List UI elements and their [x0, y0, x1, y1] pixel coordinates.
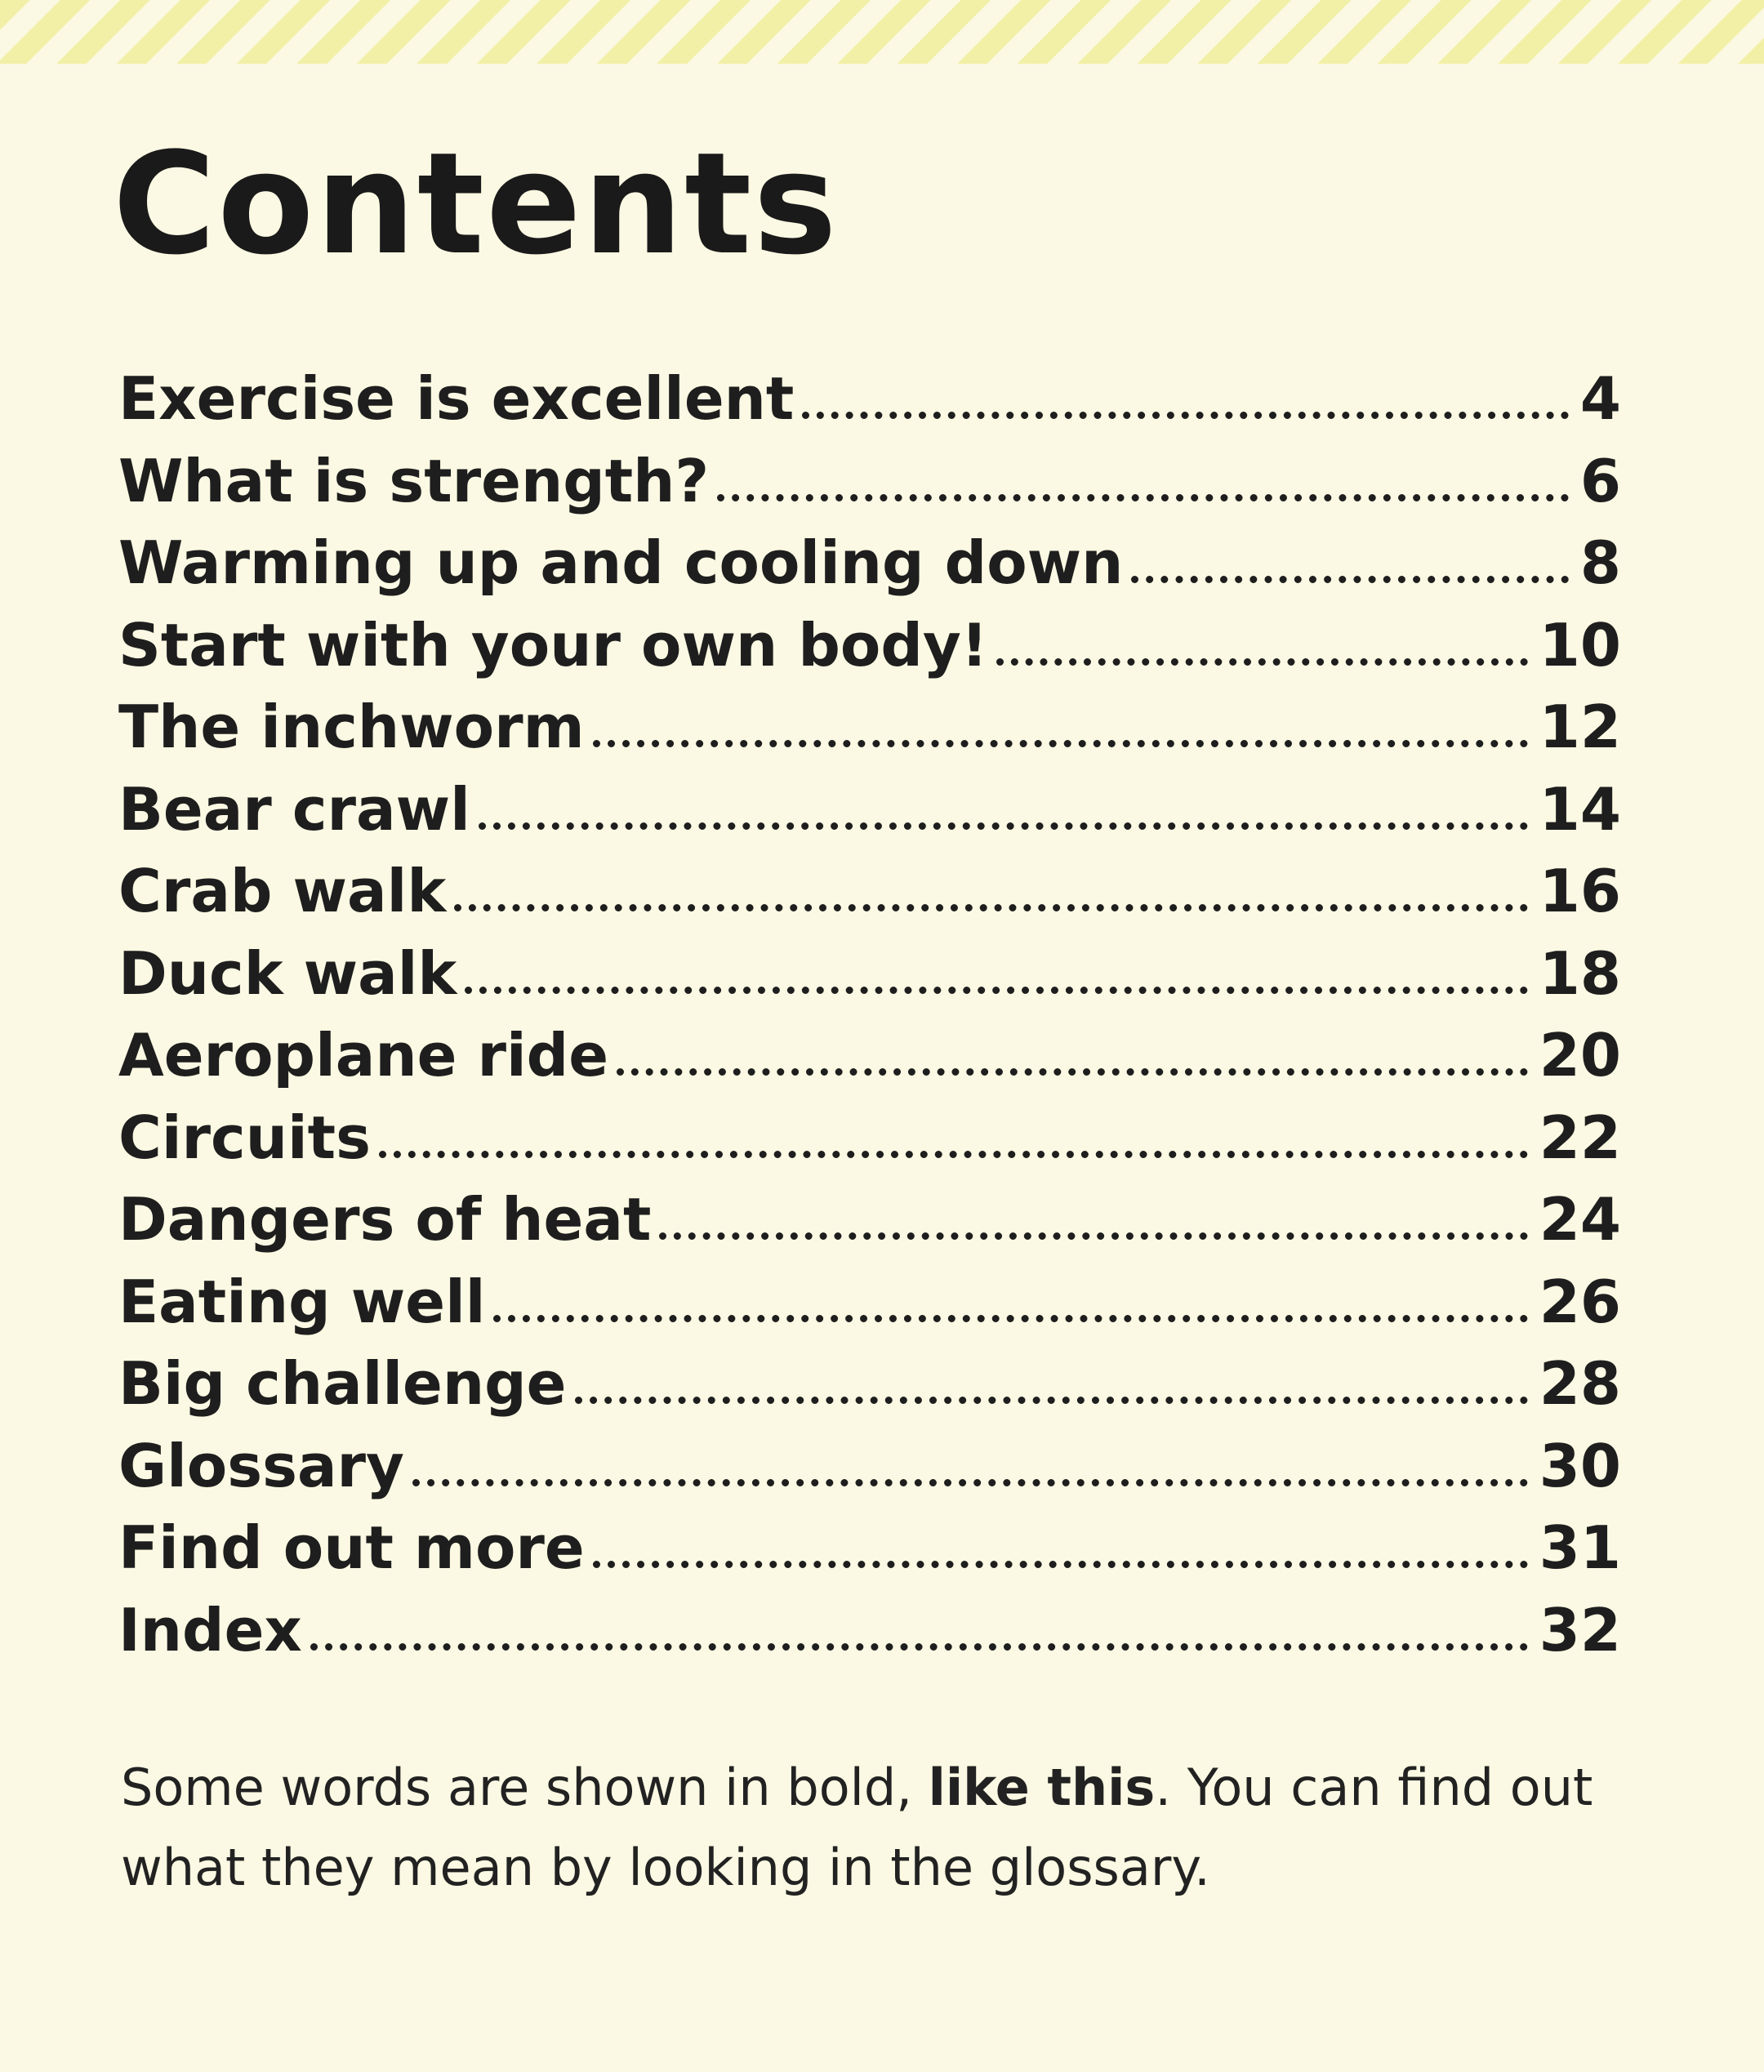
toc-entry[interactable]: [118, 686, 1621, 769]
dot-leader: [717, 494, 1569, 501]
dot-leader: [465, 987, 1527, 994]
toc-entry-title: Crab walk: [118, 857, 447, 925]
toc-entry-title: What is strength?: [118, 446, 710, 515]
toc-entry[interactable]: [118, 522, 1621, 604]
toc-entry[interactable]: [118, 440, 1621, 523]
glossary-note: [121, 1748, 1689, 1908]
toc-entry-page-number: 26: [1539, 1267, 1621, 1336]
toc-entry-title: Warming up and cooling down: [118, 528, 1124, 597]
toc-entry-page-number: 6: [1579, 446, 1621, 515]
toc-entry[interactable]: [118, 1261, 1621, 1343]
toc-entry-page-number: 8: [1579, 528, 1621, 597]
toc-entry[interactable]: [118, 1343, 1621, 1425]
toc-entry-page-number: 22: [1539, 1103, 1621, 1172]
toc-entry-page-number: 24: [1539, 1185, 1621, 1254]
toc-entry[interactable]: [118, 1179, 1621, 1261]
toc-entry-page-number: 12: [1539, 693, 1621, 761]
toc-entry-page-number: 28: [1539, 1349, 1621, 1418]
toc-entry[interactable]: [118, 1014, 1621, 1097]
toc-entry-page-number: 32: [1539, 1595, 1621, 1664]
dot-leader: [617, 1068, 1528, 1076]
toc-entry-title: Start with your own body!: [118, 610, 988, 680]
toc-entry-page-number: 20: [1539, 1021, 1621, 1089]
page-title: Contents: [113, 122, 839, 286]
dot-leader: [493, 1315, 1527, 1322]
dot-leader: [454, 904, 1528, 911]
toc-entry-page-number: 4: [1579, 364, 1621, 433]
toc-entry-title: The inchworm: [118, 693, 585, 761]
toc-entry-page-number: 14: [1539, 774, 1621, 844]
dot-leader: [379, 1151, 1528, 1158]
toc-entry-title: Duck walk: [118, 938, 457, 1008]
dot-leader: [479, 822, 1528, 830]
note-text-end: . You can find out what they mean by looking in the glossary.: [121, 1758, 1593, 1897]
toc-entry-title: Circuits: [118, 1103, 371, 1172]
toc-entry-title: Index: [118, 1595, 302, 1664]
toc-entry[interactable]: [118, 1097, 1621, 1179]
toc-entry[interactable]: [118, 358, 1621, 440]
toc-entry-title: Glossary: [118, 1431, 404, 1500]
toc-entry[interactable]: [118, 769, 1621, 851]
dot-leader: [575, 1397, 1528, 1404]
toc-entry[interactable]: [118, 604, 1621, 687]
toc-entry[interactable]: [118, 933, 1621, 1015]
toc-entry[interactable]: [118, 1507, 1621, 1589]
toc-entry-page-number: 30: [1539, 1431, 1621, 1500]
note-bold-example: like this: [928, 1758, 1156, 1817]
toc-entry-title: Dangers of heat: [118, 1185, 652, 1254]
dot-leader: [593, 1561, 1528, 1568]
dot-leader: [802, 412, 1569, 419]
top-stripe-decoration: [0, 0, 1764, 64]
toc-entry[interactable]: [118, 850, 1621, 933]
dot-leader: [996, 658, 1528, 666]
note-text-start: Some words are shown in bold,: [121, 1758, 929, 1817]
toc-entry-page-number: 16: [1539, 857, 1621, 925]
table-of-contents: [118, 358, 1621, 1671]
toc-entry-title: Aeroplane ride: [118, 1021, 609, 1089]
toc-entry-title: Bear crawl: [118, 774, 470, 844]
toc-entry-title: Big challenge: [118, 1349, 567, 1418]
dot-leader: [593, 740, 1528, 747]
dot-leader: [1131, 576, 1568, 583]
toc-entry-title: Exercise is excellent: [118, 364, 795, 433]
dot-leader: [659, 1232, 1527, 1240]
toc-entry-page-number: 10: [1539, 610, 1621, 680]
toc-entry-title: Find out more: [118, 1513, 585, 1582]
toc-entry-page-number: 18: [1539, 938, 1621, 1008]
dot-leader: [310, 1643, 1528, 1651]
dot-leader: [412, 1479, 1528, 1486]
toc-entry[interactable]: [118, 1589, 1621, 1672]
toc-entry[interactable]: [118, 1425, 1621, 1508]
toc-entry-page-number: 31: [1539, 1513, 1621, 1582]
toc-entry-title: Eating well: [118, 1267, 486, 1336]
